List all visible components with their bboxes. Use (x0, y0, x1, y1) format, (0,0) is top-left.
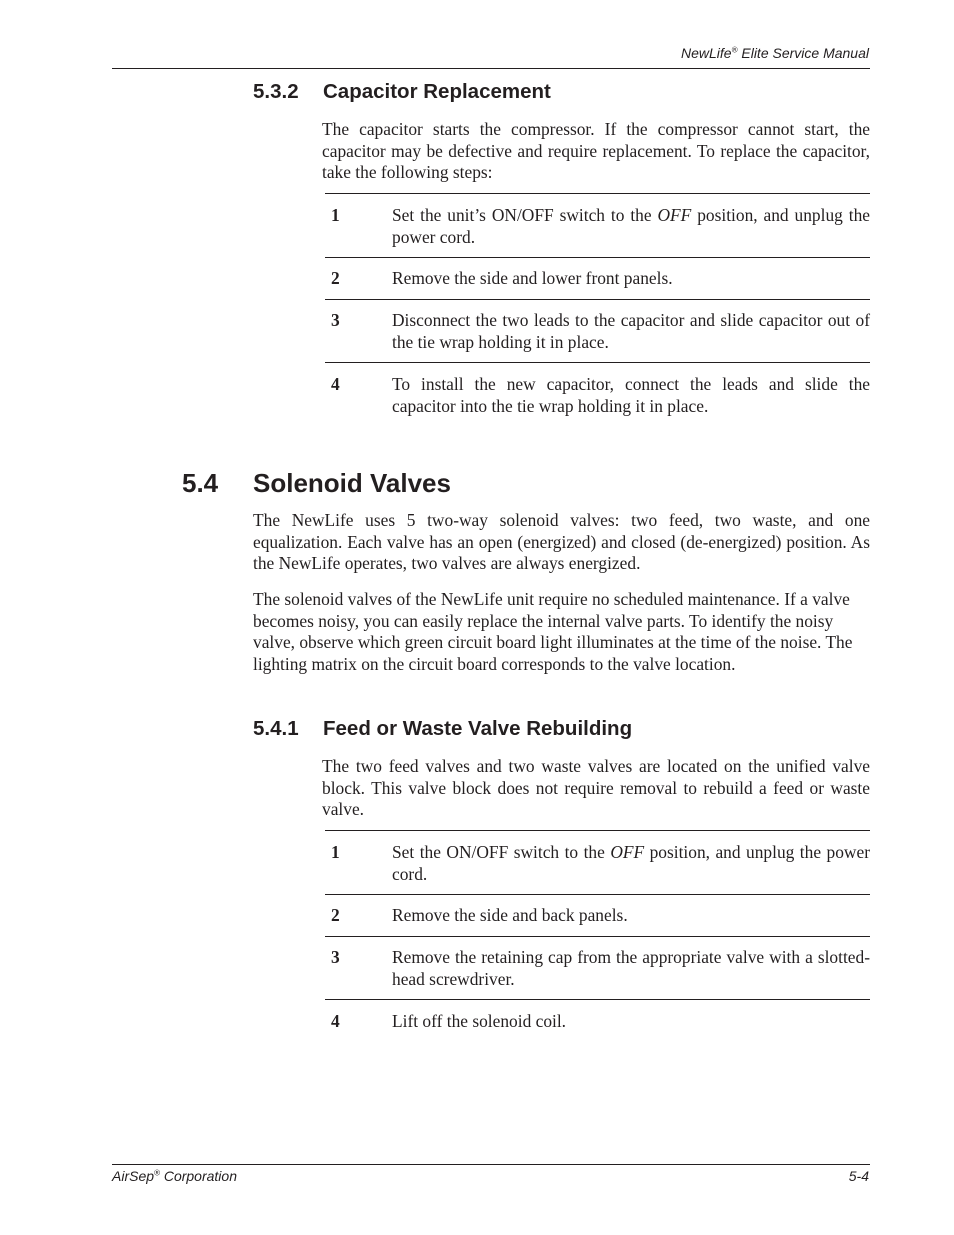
valve-rebuild-intro: The two feed valves and two waste valves are located on the unified valve block. This valve block does not require removal to rebuild a feed or waste valve. (322, 756, 870, 820)
step-row (325, 830, 870, 894)
footer-company: AirSep (112, 1168, 155, 1184)
step-text: Set the ON/OFF switch to the OFF position, and unplug the power cord. (392, 842, 870, 884)
heading-number: 5.4 (182, 468, 219, 498)
step-number: 3 (331, 947, 340, 967)
running-footer (112, 1168, 237, 1184)
step-number: 4 (331, 1011, 340, 1031)
solenoid-paragraph-2: The solenoid valves of the NewLife unit require no scheduled maintenance. If a valve becomes noisy, you can easily replace the internal valve parts. To identify the noisy valve, observe which green circuit board light illuminates at the time of the noise. The lighting matrix on the circuit board corresponds to the valve location. (253, 589, 853, 674)
step-row (325, 299, 870, 362)
step-text: Disconnect the two leads to the capacitor and slide capacitor out of the tie wrap holding it in place. (392, 310, 870, 352)
footer-company-suffix: Corporation (159, 1168, 237, 1184)
step-number: 1 (331, 842, 340, 862)
page-number: 5-4 (848, 1168, 869, 1184)
step-text: Lift off the solenoid coil. (392, 1011, 567, 1031)
capacitor-intro: The capacitor starts the compressor. If the compressor cannot start, the capacitor may be defective and require replacement. To replace the capacitor, take the following steps: (322, 119, 870, 183)
step-number: 2 (331, 268, 340, 288)
step-text: To install the new capacitor, connect the leads and slide the capacitor into the tie wrap holding it in place. (392, 374, 870, 416)
step-row (325, 999, 870, 1041)
step-number: 1 (331, 205, 340, 225)
capacitor-steps (325, 193, 870, 426)
header-title: Elite Service Manual (737, 45, 869, 61)
valve-rebuild-steps (325, 830, 870, 1041)
heading-5-4-1 (253, 717, 632, 741)
header-rule (112, 68, 870, 69)
step-number: 2 (331, 905, 340, 925)
header-brand: NewLife (680, 45, 732, 61)
step-row (325, 193, 870, 257)
heading-title: Solenoid Valves (253, 468, 451, 498)
step-number: 3 (331, 310, 340, 330)
step-text: Remove the side and lower front panels. (392, 268, 673, 288)
step-text: Set the unit’s ON/OFF switch to the OFF position, and unplug the power cord. (392, 205, 870, 247)
heading-title: Feed or Waste Valve Rebuilding (323, 717, 633, 740)
heading-title: Capacitor Replacement (323, 80, 551, 103)
header-registered-mark: ® (731, 45, 738, 55)
step-text: Remove the retaining cap from the appropriate valve with a slotted-head screwdriver. (392, 947, 870, 989)
heading-number: 5.4.1 (253, 717, 299, 740)
solenoid-paragraph-1: The NewLife uses 5 two-way solenoid valves: two feed, two waste, and one equalization. Each valve has an open (energized) and closed (de-energized) position. As the NewLife operates, two valves are always energized. (253, 510, 870, 574)
step-number: 4 (331, 374, 340, 394)
footer-registered-mark: ® (154, 1168, 160, 1178)
step-row (325, 894, 870, 936)
heading-5-3-2 (253, 80, 551, 104)
step-row (325, 257, 870, 299)
step-text: Remove the side and back panels. (392, 905, 628, 925)
heading-5-4 (182, 468, 451, 499)
heading-number: 5.3.2 (253, 80, 299, 103)
running-header (681, 45, 869, 61)
step-row (325, 362, 870, 426)
footer-rule (112, 1164, 870, 1165)
step-row (325, 936, 870, 999)
